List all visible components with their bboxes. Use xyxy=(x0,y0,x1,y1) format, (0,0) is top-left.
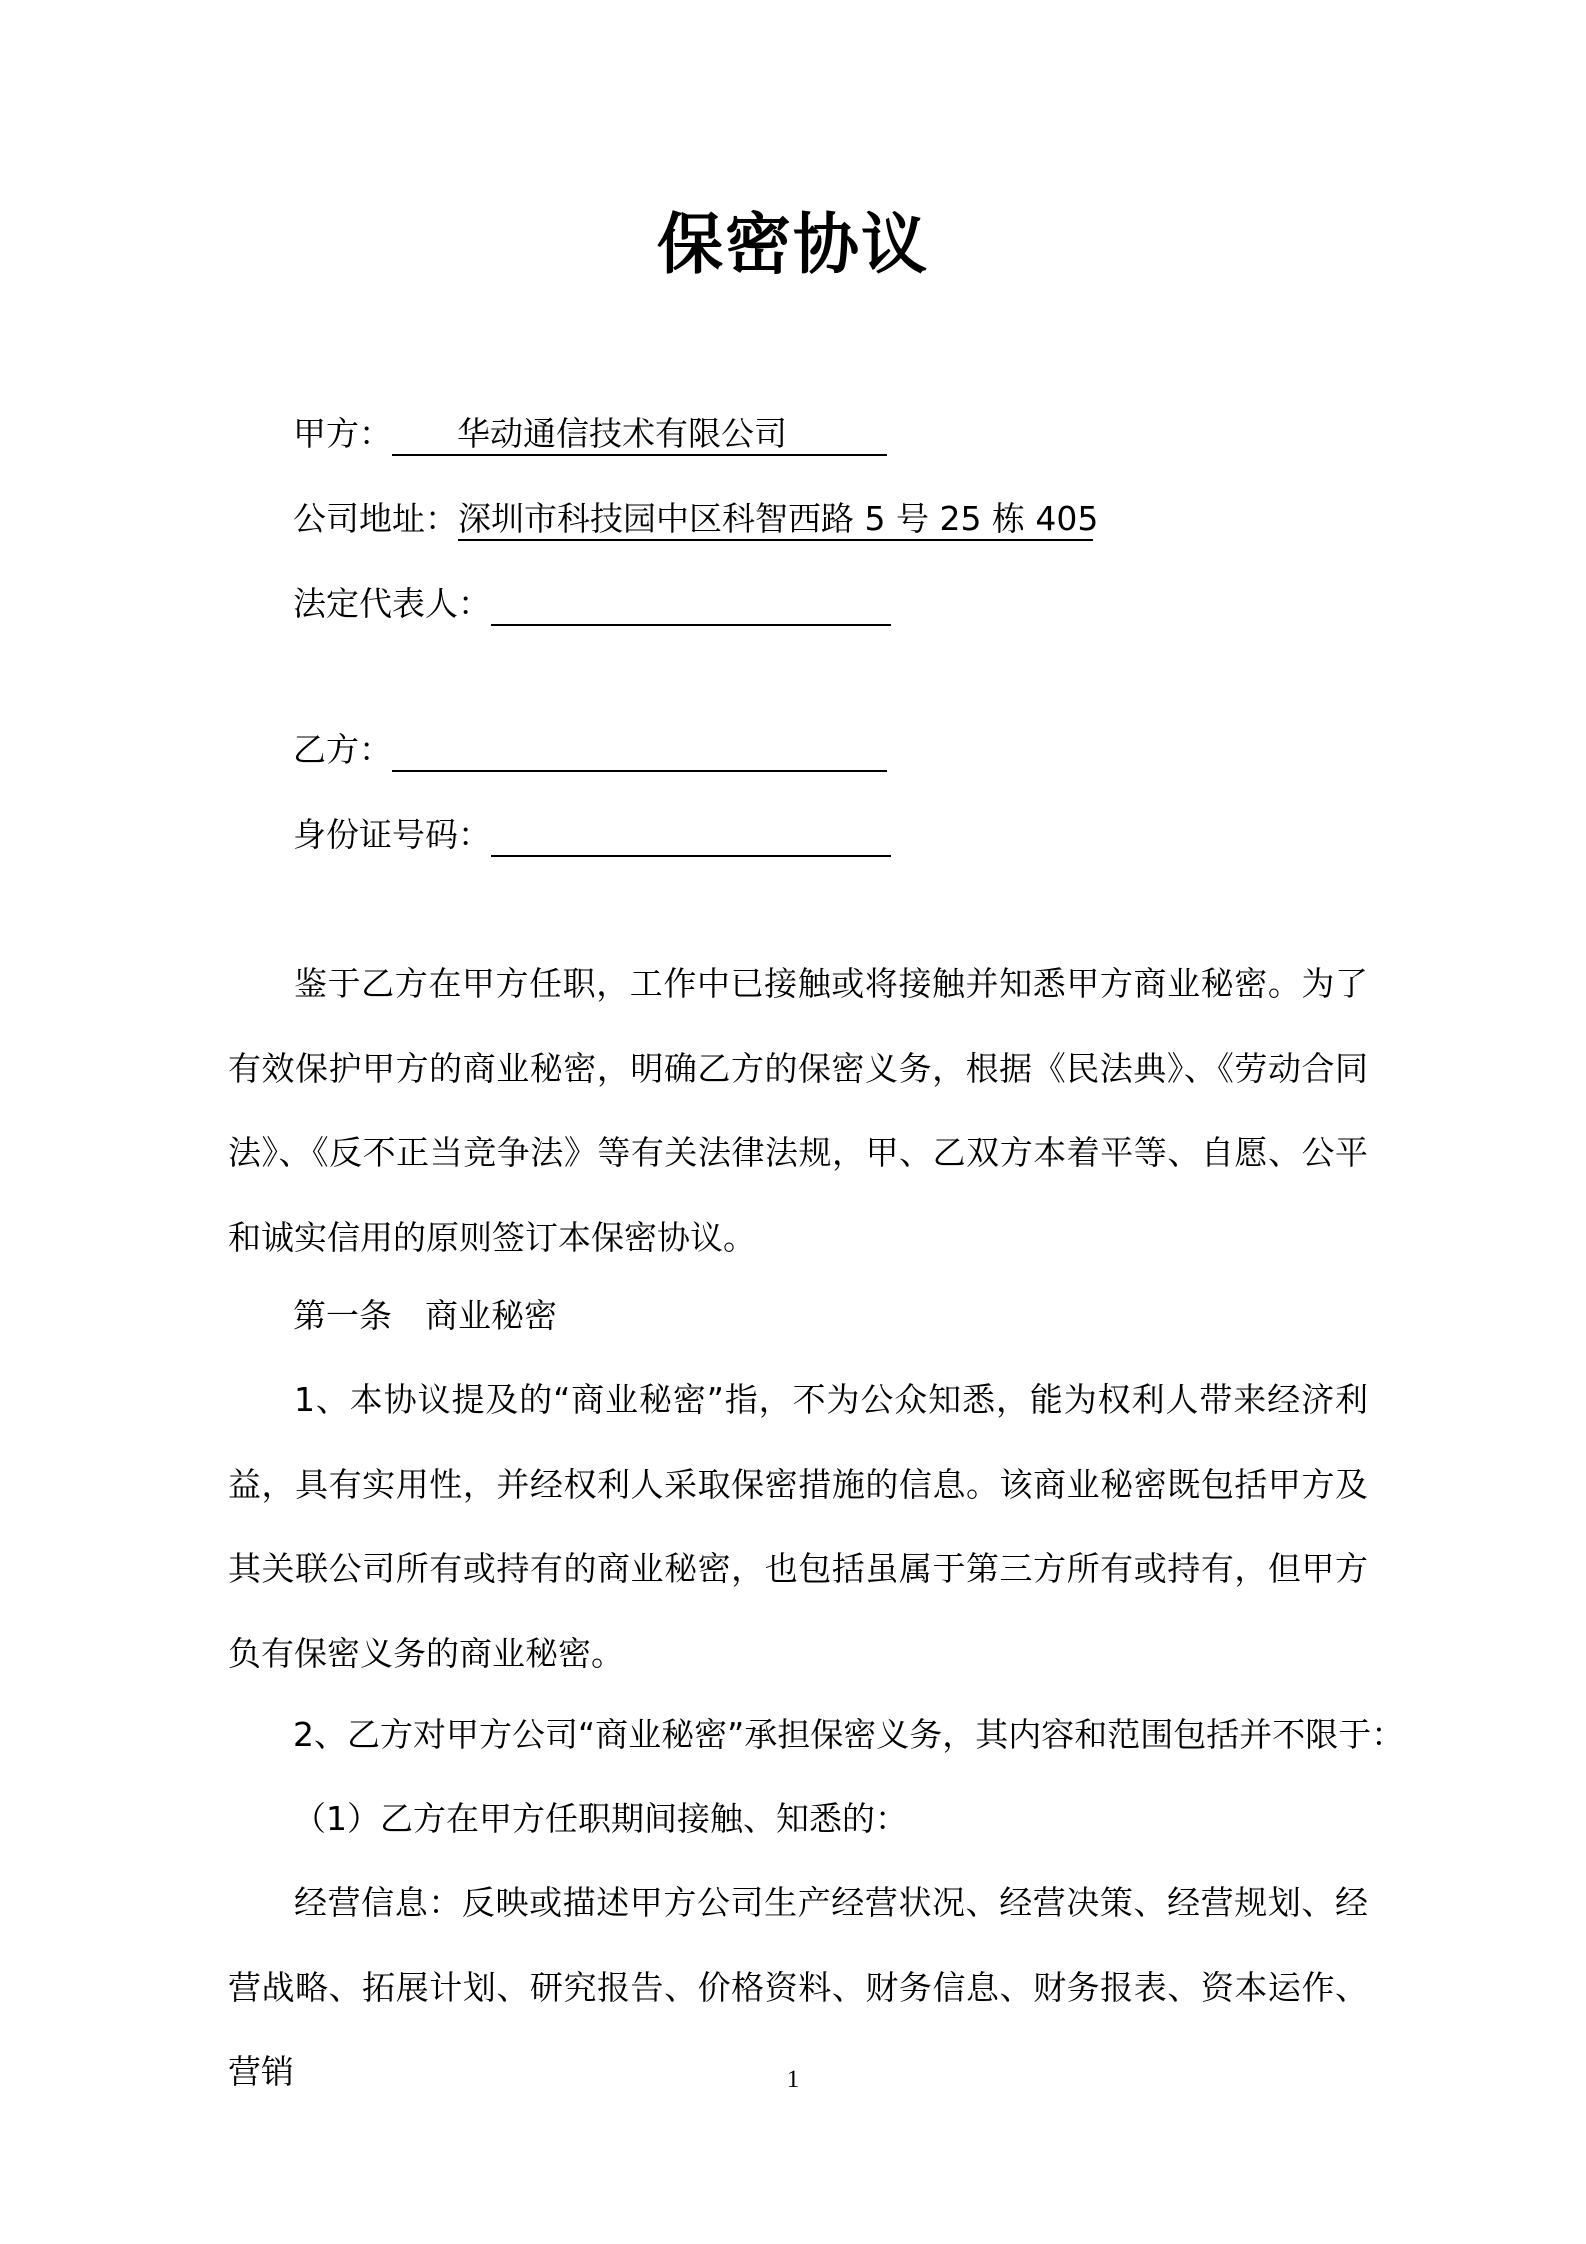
article-1-item-1: （1）乙方在甲方任职期间接触、知悉的： xyxy=(293,1799,908,1838)
business-info-paragraph: 经营信息：反映或描述甲方公司生产经营状况、经营决策、经营规划、经营战略、拓展计划、研究报告、价格资料、财务信息、财务报表、资本运作、营销 xyxy=(228,1883,1368,2091)
id-number-field xyxy=(293,813,891,857)
party-b-label: 乙方： xyxy=(293,730,392,769)
preamble-paragraph: 鉴于乙方在甲方任职，工作中已接触或将接触并知悉甲方商业秘密。为了有效保护甲方的商业秘密，明确乙方的保密义务，根据《民法典》、《劳动合同法》、《反不正当竞争法》等有关法律法规，甲、乙双方本着平等、自愿、公平和诚实信用的原则签订本保密协议。 xyxy=(228,964,1368,1257)
document-title: 保密协议 xyxy=(657,206,929,283)
party-a-field xyxy=(293,412,887,456)
legal-representative-value xyxy=(491,582,891,626)
company-address-value: 深圳市科技园中区科智西路 5 号 25 栋 405 xyxy=(458,497,1093,541)
party-b-field xyxy=(293,728,887,772)
id-number-value xyxy=(491,813,891,857)
article-1-clause-1: 1、本协议提及的“商业秘密”指，不为公众知悉，能为权利人带来经济利益，具有实用性，并经权利人采取保密措施的信息。该商业秘密既包括甲方及其关联公司所有或持有的商业秘密，也包括虽属于第三方所有或持有，但甲方负有保密义务的商业秘密。 xyxy=(228,1380,1368,1673)
company-address-field xyxy=(293,497,1099,541)
party-a-value: 华动通信技术有限公司 xyxy=(392,412,887,456)
legal-representative-label: 法定代表人： xyxy=(293,584,491,623)
party-a-label: 甲方： xyxy=(293,414,392,453)
article-1-heading: 第一条 商业秘密 xyxy=(293,1296,557,1335)
legal-representative-field xyxy=(293,582,891,626)
party-b-value xyxy=(392,728,887,772)
company-address-label: 公司地址： xyxy=(293,499,458,538)
page-number: 1 xyxy=(786,2066,800,2093)
article-1-clause-2: 2、乙方对甲方公司“商业秘密”承担保密义务，其内容和范围包括并不限于： xyxy=(293,1715,1405,1754)
id-number-label: 身份证号码： xyxy=(293,815,491,854)
